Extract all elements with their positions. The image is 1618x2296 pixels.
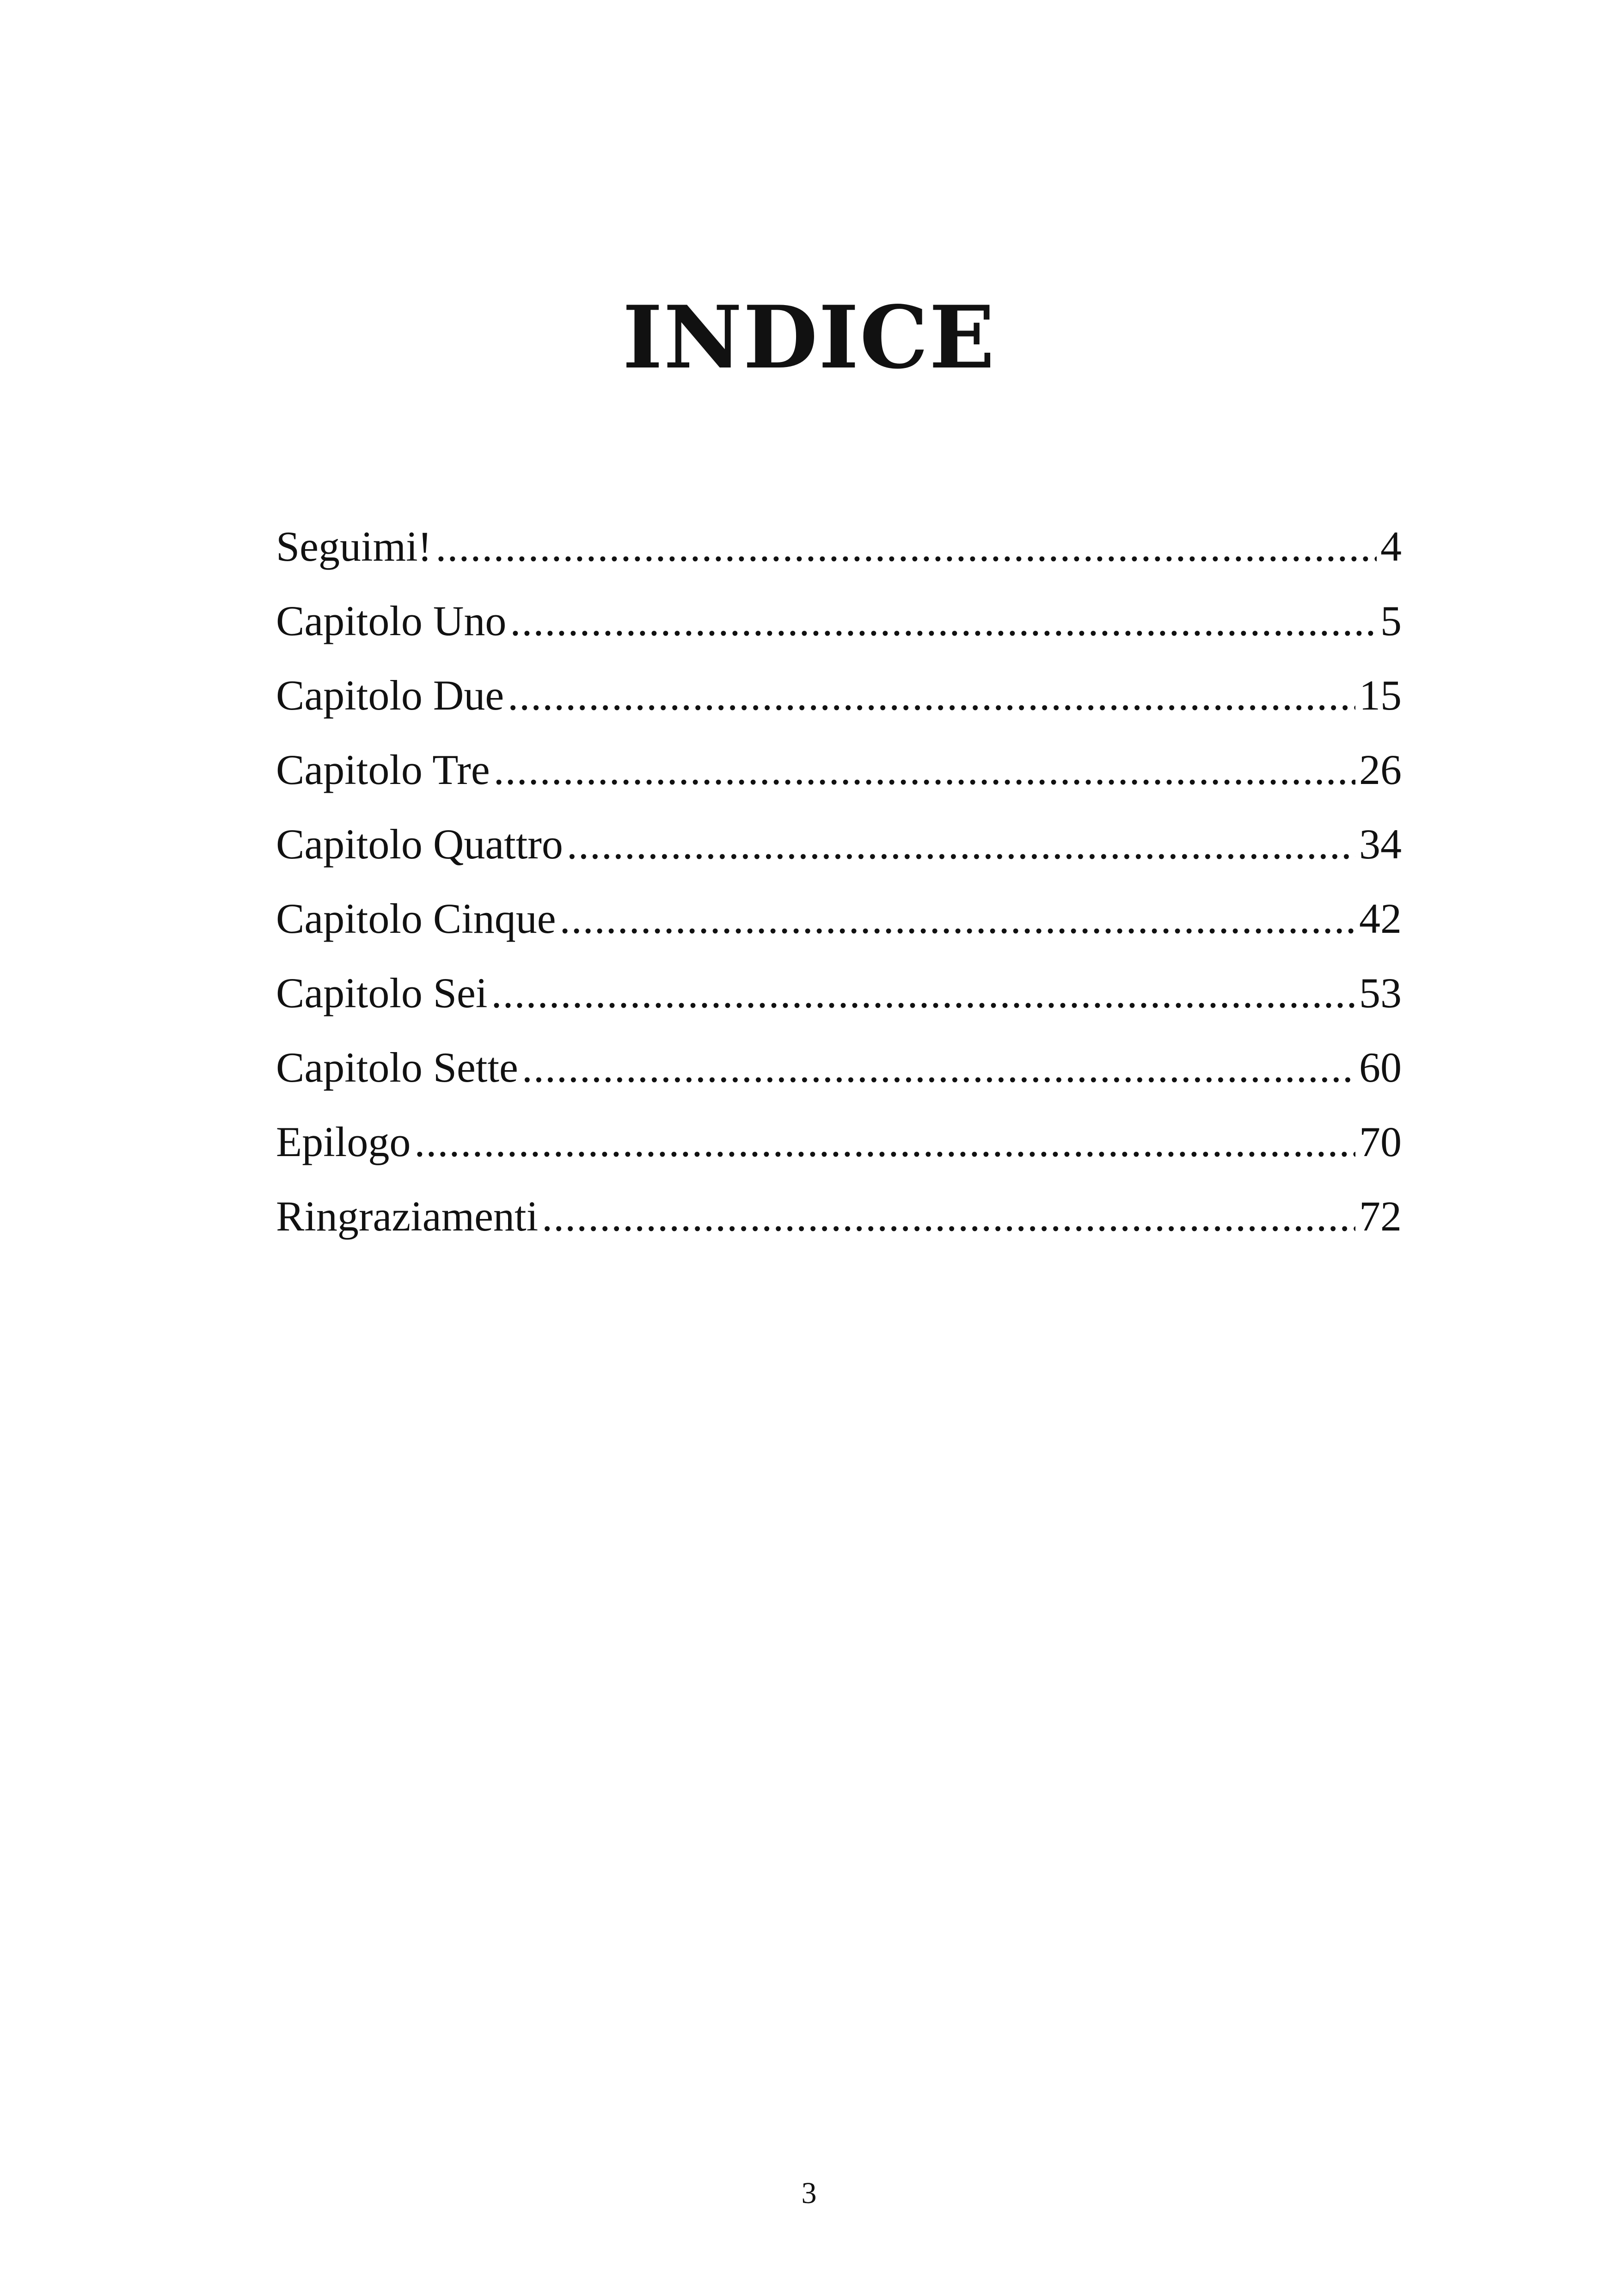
toc-entry-capitolo-sette[interactable]	[276, 1035, 1402, 1109]
dot-leader	[414, 1109, 1355, 1174]
toc-entry-label: Ringraziamenti	[276, 1193, 539, 1240]
toc-entry-page: 60	[1359, 1044, 1402, 1091]
toc-entry-label: Capitolo Cinque	[276, 895, 556, 942]
toc-entry-label: Capitolo Quattro	[276, 820, 563, 868]
page-title: INDICE	[622, 287, 996, 388]
dot-leader	[510, 588, 1377, 653]
toc-entry-page: 53	[1359, 969, 1402, 1016]
toc-entry-capitolo-due[interactable]	[276, 663, 1402, 737]
toc-entry-page: 42	[1359, 895, 1402, 942]
dot-leader	[491, 961, 1355, 1025]
toc-entry-capitolo-quattro[interactable]	[276, 812, 1402, 886]
toc-entry-epilogo[interactable]	[276, 1109, 1402, 1184]
toc-entry-label: Epilogo	[276, 1118, 411, 1165]
toc-entry-capitolo-uno[interactable]	[276, 588, 1402, 663]
dot-leader	[508, 663, 1355, 728]
toc-entry-seguimi[interactable]	[276, 514, 1402, 588]
dot-leader	[494, 737, 1355, 802]
table-of-contents	[276, 514, 1402, 1258]
dot-leader	[542, 1184, 1355, 1249]
dot-leader	[560, 886, 1355, 951]
toc-entry-page: 70	[1359, 1118, 1402, 1165]
page-number: 3	[801, 2176, 817, 2210]
toc-entry-capitolo-cinque[interactable]	[276, 886, 1402, 961]
toc-entry-capitolo-sei[interactable]	[276, 961, 1402, 1035]
toc-entry-page: 34	[1359, 820, 1402, 868]
toc-entry-label: Capitolo Uno	[276, 597, 507, 644]
toc-entry-label: Capitolo Sei	[276, 969, 488, 1016]
toc-entry-label: Capitolo Tre	[276, 746, 490, 793]
toc-entry-label: Seguimi!	[276, 523, 432, 570]
dot-leader	[522, 1035, 1355, 1100]
toc-entry-label: Capitolo Sette	[276, 1044, 518, 1091]
dot-leader	[567, 812, 1355, 876]
toc-entry-label: Capitolo Due	[276, 672, 504, 719]
toc-entry-page: 4	[1380, 523, 1402, 570]
toc-entry-ringraziamenti[interactable]	[276, 1184, 1402, 1258]
toc-entry-page: 26	[1359, 746, 1402, 793]
toc-entry-page: 72	[1359, 1193, 1402, 1240]
dot-leader	[435, 514, 1377, 579]
toc-entry-capitolo-tre[interactable]	[276, 737, 1402, 812]
toc-entry-page: 5	[1380, 597, 1402, 644]
toc-entry-page: 15	[1359, 672, 1402, 719]
